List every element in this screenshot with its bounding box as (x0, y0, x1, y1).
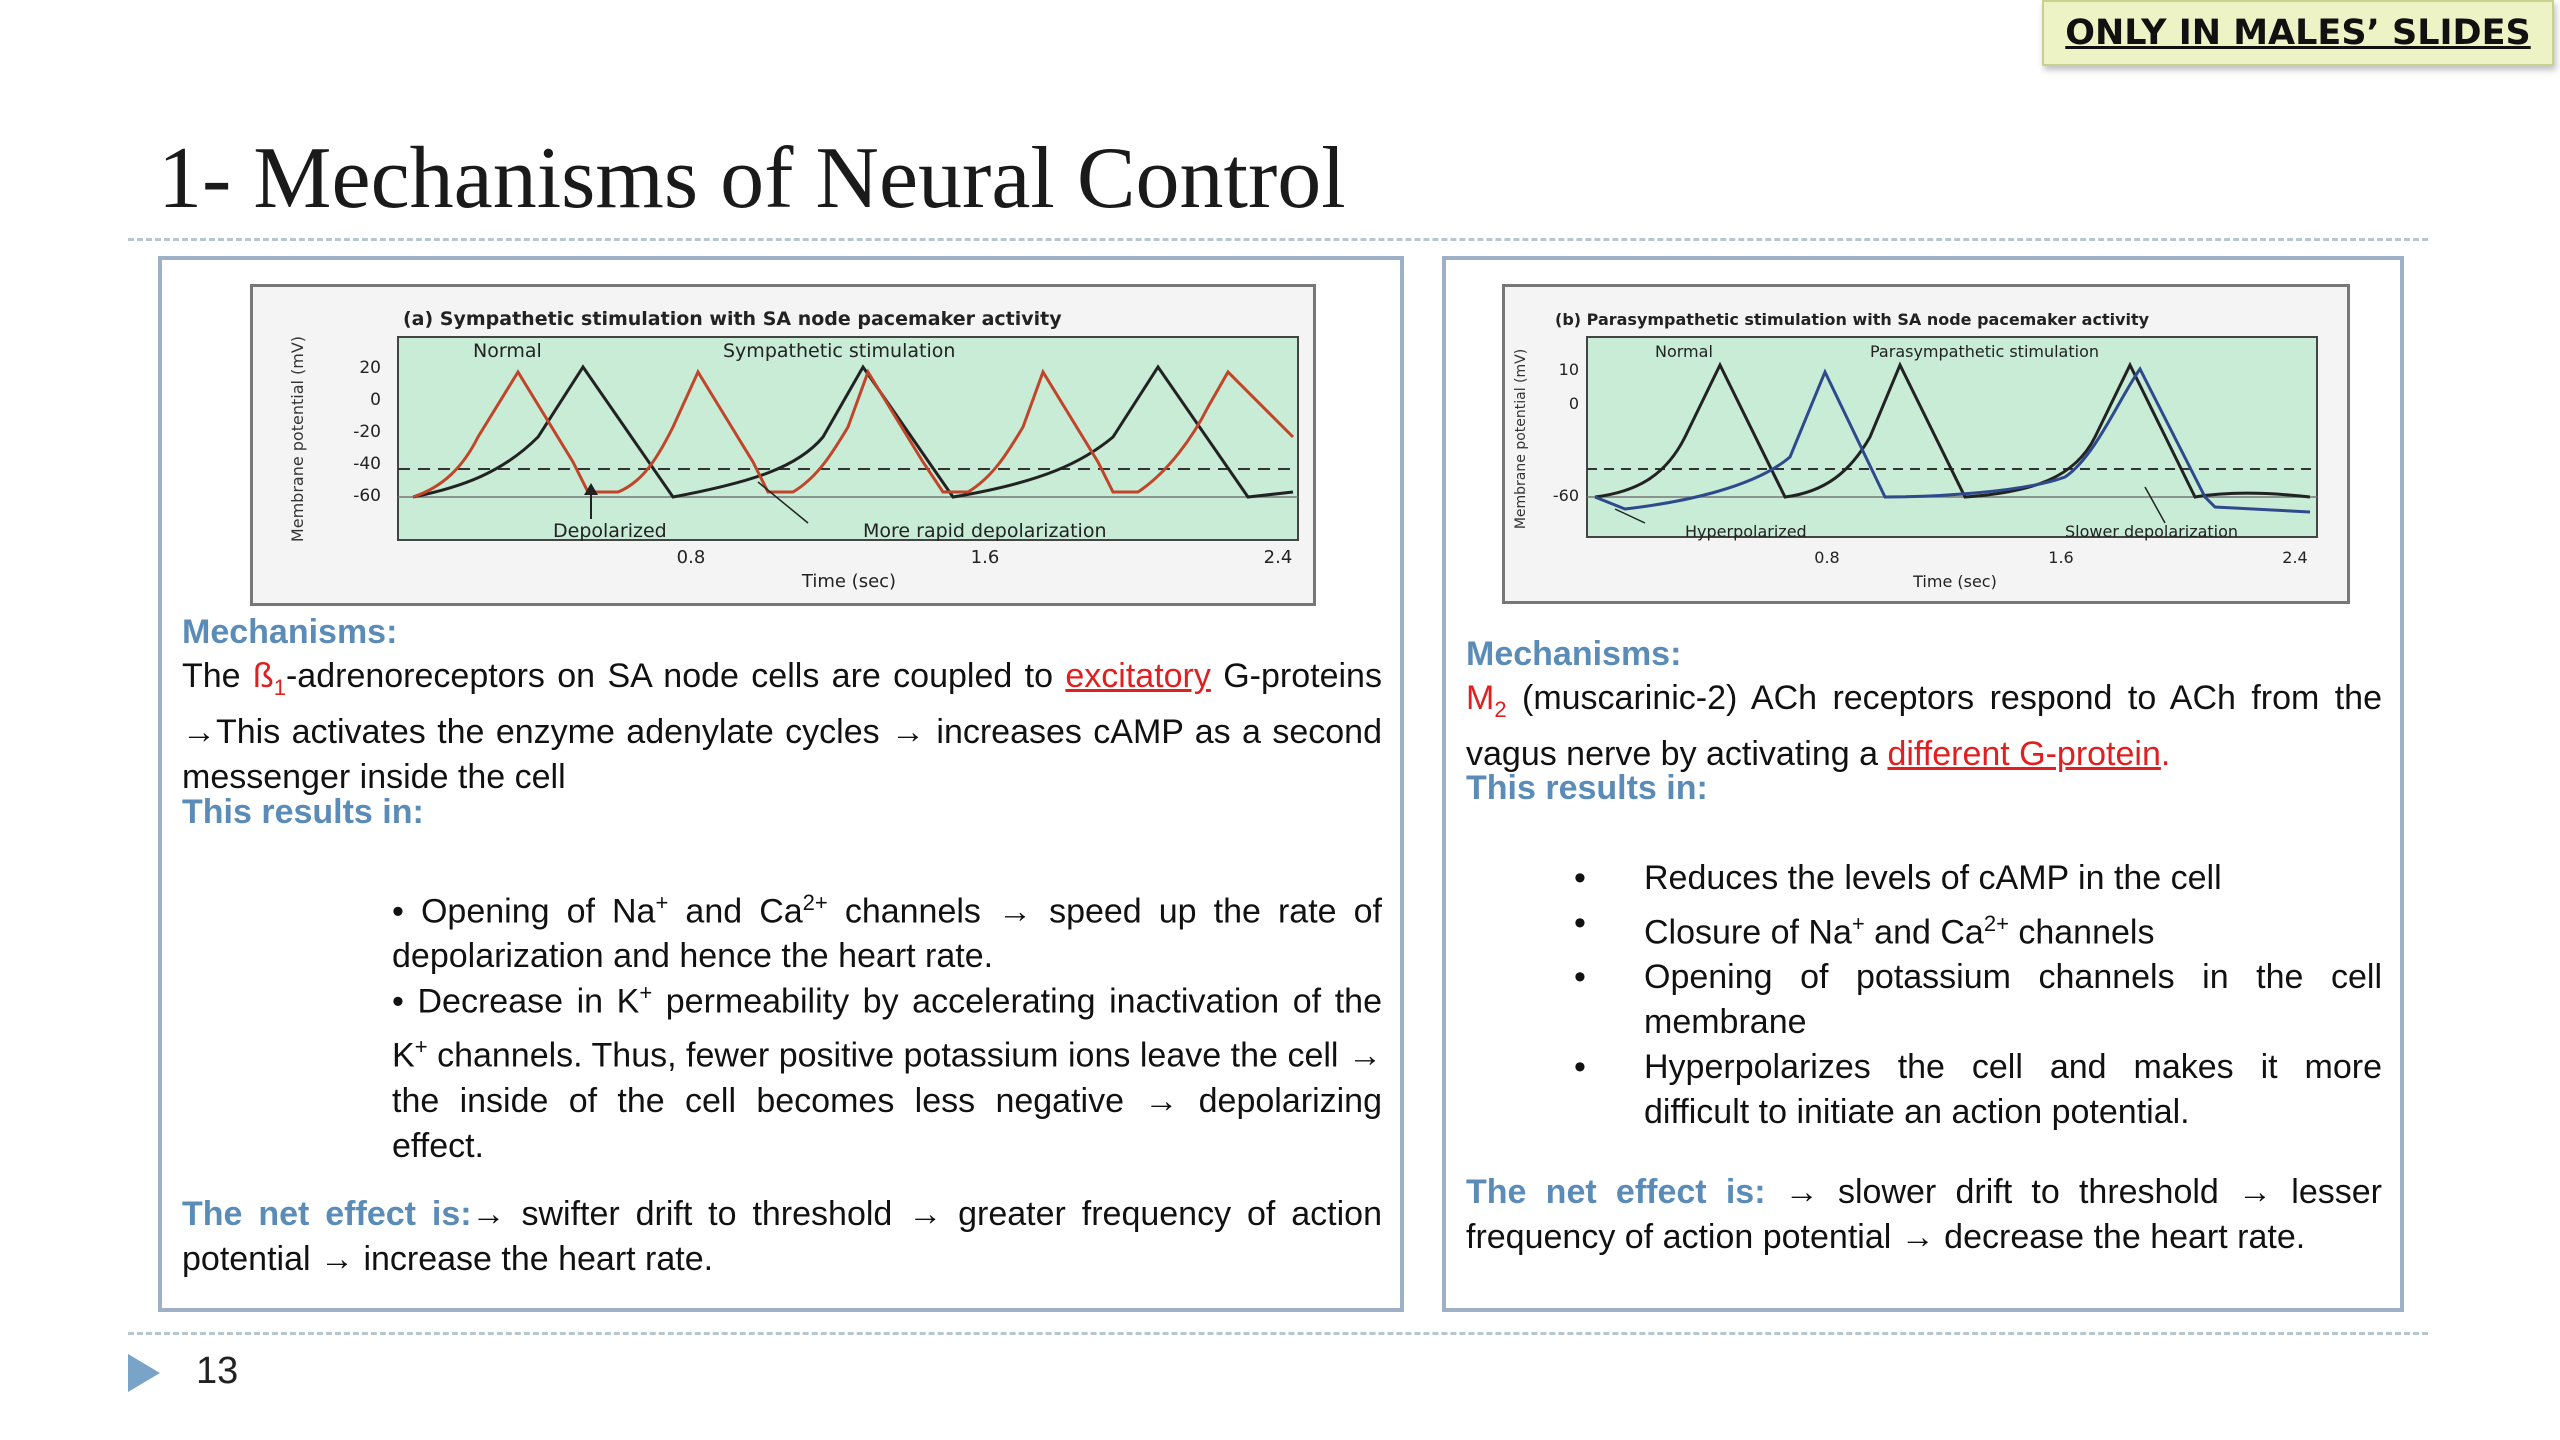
y-tick: 0 (370, 390, 381, 410)
y-tick: -20 (353, 422, 381, 442)
net-effect-heading: The net effect is: (182, 1195, 472, 1233)
mechanisms-heading: Mechanisms: (182, 613, 398, 651)
hyperpolarized-label: Hyperpolarized (1685, 522, 1807, 541)
males-only-badge: ONLY IN MALES’ SLIDES (2042, 0, 2554, 66)
mechanisms-heading: Mechanisms: (1466, 635, 1682, 673)
mech-text: The (182, 657, 253, 695)
m2-symbol: $M_2$ (1466, 679, 1507, 722)
footer-divider (128, 1332, 2428, 1335)
x-tick: 2.4 (1263, 547, 1293, 568)
list-item: • Hyperpolarizes the cell and makes it more difficult to initiate an action potential. (1574, 1048, 2382, 1132)
excitatory-link-text: excitatory (1065, 657, 1211, 695)
slower-depol-label: Slower depolarization (2065, 522, 2239, 541)
title-divider (128, 238, 2428, 241)
x-axis-label: Time (sec) (1913, 572, 1997, 591)
parasympathetic-label: Parasympathetic stimulation (1870, 342, 2100, 361)
parasympathetic-panel (1442, 256, 2404, 1312)
y-tick: 20 (359, 358, 381, 378)
sympathetic-graph (253, 287, 1313, 603)
y-tick: -60 (353, 486, 381, 506)
normal-label: Normal (1655, 342, 1713, 361)
sympathetic-panel (158, 256, 1404, 1312)
x-tick: 1.6 (2048, 548, 2074, 567)
parasympathetic-figure (1502, 284, 2350, 604)
results-list (1574, 856, 2382, 1135)
net-effect: The net effect is:→ swifter drift to threshold → greater frequency of action potential → increase the heart rate. (182, 1195, 1382, 1278)
x-tick: 1.6 (970, 547, 1000, 568)
y-tick: -40 (353, 454, 381, 474)
y-tick: 10 (1558, 360, 1579, 379)
x-tick: 0.8 (676, 547, 706, 568)
play-triangle-icon (128, 1354, 160, 1392)
list-item: • Reduces the levels of cAMP in the cell (1574, 859, 2222, 897)
list-item: • Opening of potassium channels in the cell membrane (1574, 958, 2382, 1042)
figure-caption: (a) Sympathetic stimulation with SA node pacemaker activity (403, 308, 1062, 330)
parasympathetic-graph (1505, 287, 2347, 601)
slide-title: 1- Mechanisms of Neural Control (158, 130, 1346, 227)
x-tick: 0.8 (1814, 548, 1840, 567)
mech-text: G-proteins →This activates the enzyme adenylate cycles → increases cAMP as a second messenger inside the cell (182, 657, 1382, 796)
x-axis-label: Time (sec) (801, 571, 897, 592)
results-bullet-1: • Opening of Na+ and $Ca^{2+}$ channels → speed up the rate of depolarization and hence the heart rate. (392, 890, 1382, 976)
y-tick: 0 (1568, 394, 1579, 413)
results-heading: This results in: (1466, 769, 1708, 807)
net-effect: The net effect is: → slower drift to threshold → lesser frequency of action potential → decrease the heart rate. (1466, 1173, 2382, 1256)
y-axis-label: Membrane potential (mV) (288, 335, 307, 543)
y-axis-label: Membrane potential (mV) (1513, 348, 1529, 530)
beta-symbol: $ß_1$ (252, 657, 286, 700)
y-tick: -60 (1552, 486, 1579, 505)
normal-label: Normal (473, 340, 542, 362)
figure-caption: (b) Parasympathetic stimulation with SA node pacemaker activity (1555, 310, 2150, 329)
plot-area (1587, 337, 2317, 537)
results-bullet-2: • Decrease in K+ permeability by accelerating inactivation of the K+ channels. Thus, fewer positive potassium ions leave the cell → the inside of the cell becomes less negative → depolarizing effect. (392, 980, 1382, 1165)
rapid-depol-label: More rapid depolarization (863, 520, 1107, 542)
page-number: 13 (196, 1350, 239, 1392)
sympathetic-label: Sympathetic stimulation (723, 340, 956, 362)
mechanisms-text (182, 654, 1382, 800)
plot-area (398, 337, 1298, 540)
list-item: • Closure of Na+ and $Ca^{2+}$ channels (1574, 904, 2155, 952)
different-g-protein-text: different G-protein (1887, 734, 2161, 773)
mech-text: -adrenoreceptors on SA node cells are coupled to (285, 657, 1066, 695)
results-heading: This results in: (182, 793, 424, 831)
depolarized-label: Depolarized (553, 520, 667, 542)
mechanisms-text: $M_2$ (muscarinic-2) ACh receptors respond to ACh from the vagus nerve by activating a different G-protein. (1466, 679, 2382, 773)
x-tick: 2.4 (2282, 548, 2308, 567)
net-effect-heading: The net effect is: (1466, 1173, 1766, 1211)
sympathetic-figure (250, 284, 1316, 606)
